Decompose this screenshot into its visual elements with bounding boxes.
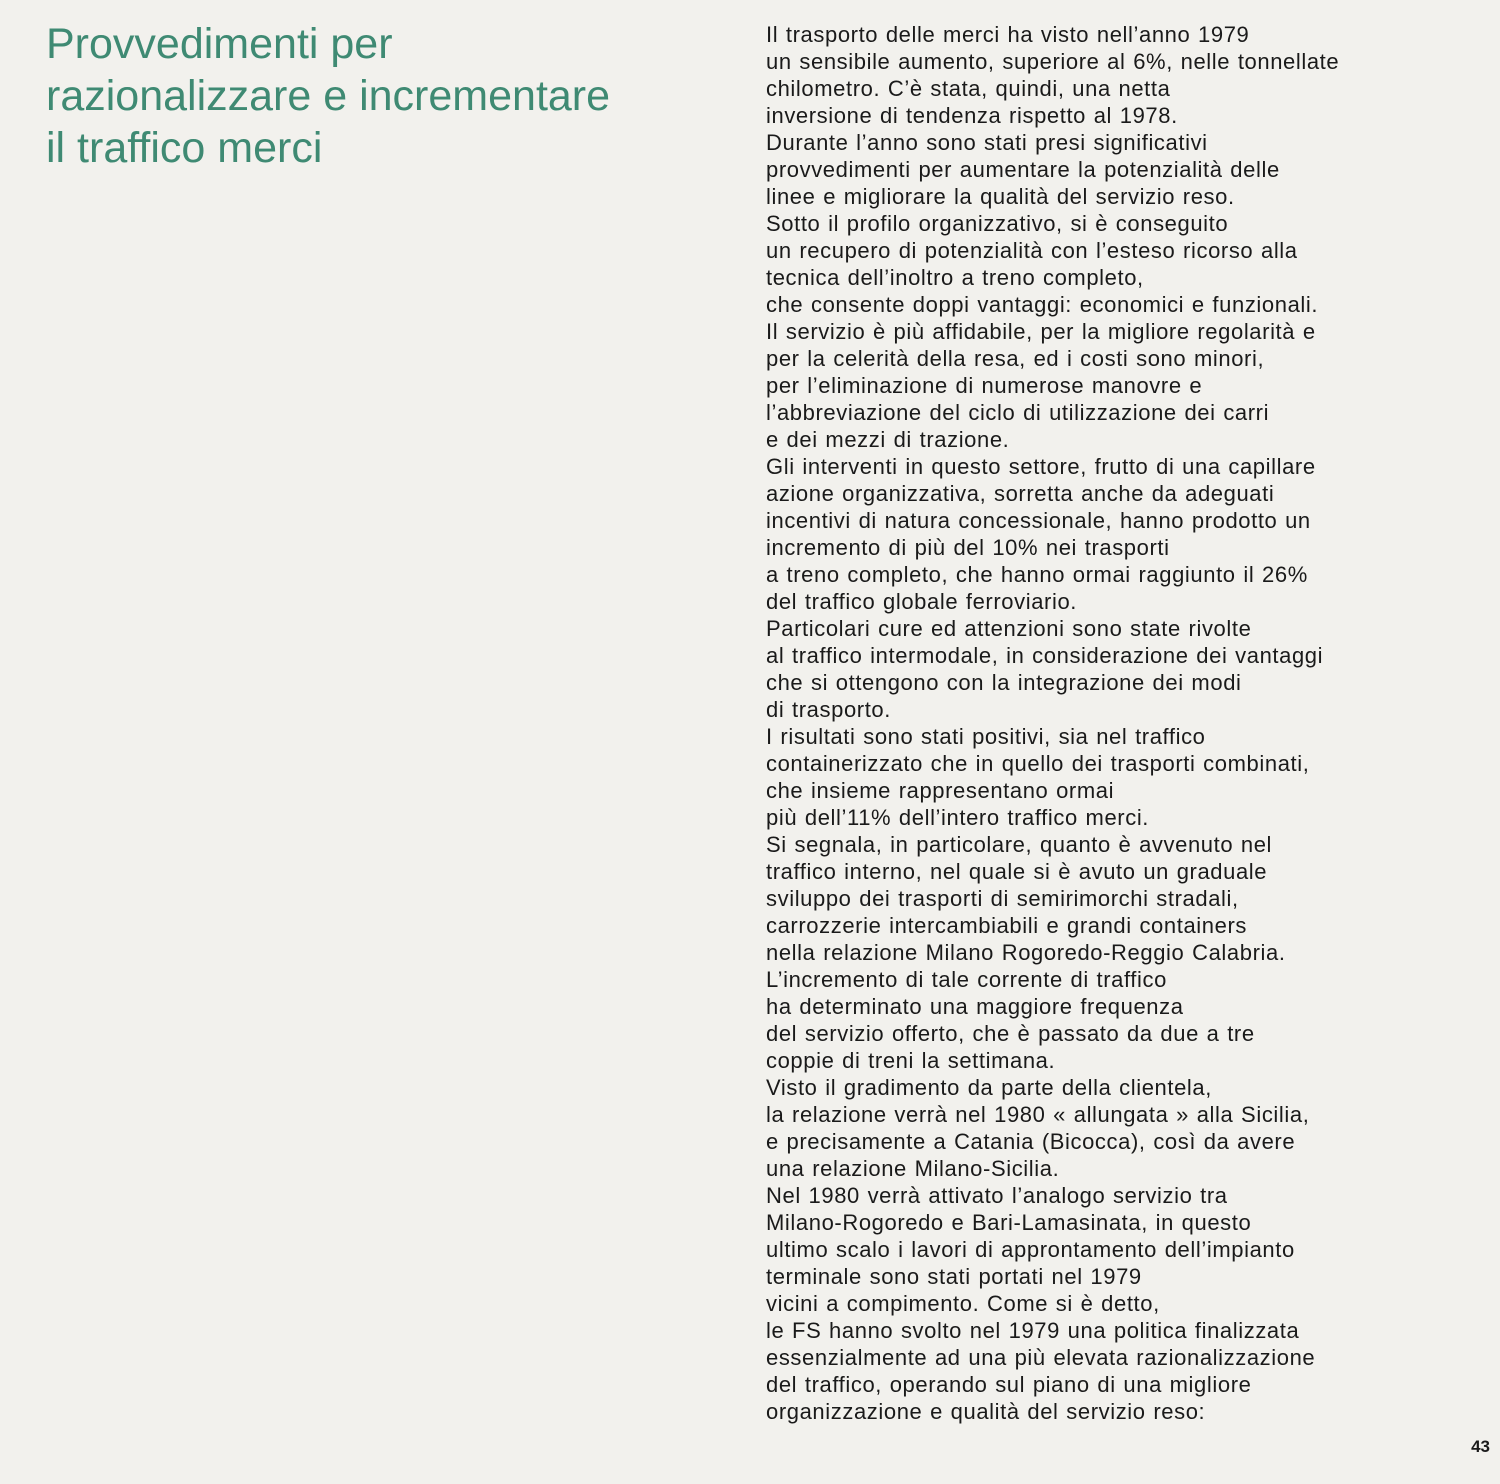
body-line: I risultati sono stati positivi, sia nel traffico (766, 724, 1206, 749)
body-line: per la celerità della resa, ed i costi sono minori, (766, 346, 1265, 371)
body-line: Sotto il profilo organizzativo, si è conseguito (766, 211, 1229, 236)
body-line: del traffico, operando sul piano di una migliore (766, 1372, 1252, 1397)
body-line: di trasporto. (766, 697, 891, 722)
title-line: razionalizzare e incrementare (46, 72, 611, 120)
body-line: ultimo scalo i lavori di approntamento dell’impianto (766, 1237, 1295, 1262)
body-line: sviluppo dei trasporti di semirimorchi stradali, (766, 886, 1239, 911)
body-line: Si segnala, in particolare, quanto è avvenuto nel (766, 832, 1273, 857)
body-line: provvedimenti per aumentare la potenzialità delle (766, 157, 1280, 182)
body-line: del servizio offerto, che è passato da due a tre (766, 1021, 1255, 1046)
body-line: e dei mezzi di trazione. (766, 427, 1010, 452)
body-line: una relazione Milano-Sicilia. (766, 1156, 1060, 1181)
body-line: ha determinato una maggiore frequenza (766, 994, 1184, 1019)
body-line: un sensibile aumento, superiore al 6%, nelle tonnellate (766, 49, 1340, 74)
body-line: Visto il gradimento da parte della clientela, (766, 1075, 1212, 1100)
page-title (46, 18, 726, 174)
body-line: a treno completo, che hanno ormai raggiunto il 26% (766, 562, 1308, 587)
body-line: nella relazione Milano Rogoredo-Reggio Calabria. (766, 940, 1286, 965)
body-line: Durante l’anno sono stati presi significativi (766, 130, 1208, 155)
body-text-column (766, 21, 1466, 1425)
body-line: le FS hanno svolto nel 1979 una politica finalizzata (766, 1318, 1300, 1343)
body-line: coppie di treni la settimana. (766, 1048, 1056, 1073)
body-line: terminale sono stati portati nel 1979 (766, 1264, 1142, 1289)
body-line: linee e migliorare la qualità del servizio reso. (766, 184, 1235, 209)
body-line: Particolari cure ed attenzioni sono state rivolte (766, 616, 1252, 641)
body-line: al traffico intermodale, in considerazione dei vantaggi (766, 643, 1324, 668)
body-line: la relazione verrà nel 1980 « allungata » alla Sicilia, (766, 1102, 1310, 1127)
body-line: Il servizio è più affidabile, per la migliore regolarità e (766, 319, 1316, 344)
body-line: che consente doppi vantaggi: economici e funzionali. (766, 292, 1319, 317)
body-line: traffico interno, nel quale si è avuto un graduale (766, 859, 1268, 884)
body-line: inversione di tendenza rispetto al 1978. (766, 103, 1178, 128)
body-line: carrozzerie intercambiabili e grandi containers (766, 913, 1247, 938)
body-line: containerizzato che in quello dei trasporti combinati, (766, 751, 1310, 776)
body-line: Nel 1980 verrà attivato l’analogo servizio tra (766, 1183, 1228, 1208)
title-line: Provvedimenti per (46, 20, 393, 68)
title-line: il traffico merci (46, 124, 323, 172)
body-line: più dell’11% dell’intero traffico merci. (766, 805, 1150, 830)
body-line: chilometro. C’è stata, quindi, una netta (766, 76, 1171, 101)
body-line: essenzialmente ad una più elevata razionalizzazione (766, 1345, 1316, 1370)
body-line: del traffico globale ferroviario. (766, 589, 1077, 614)
body-line: un recupero di potenzialità con l’esteso ricorso alla (766, 238, 1298, 263)
body-line: che si ottengono con la integrazione dei modi (766, 670, 1242, 695)
body-line: tecnica dell’inoltro a treno completo, (766, 265, 1144, 290)
body-line: che insieme rappresentano ormai (766, 778, 1115, 803)
body-line: Il trasporto delle merci ha visto nell’anno 1979 (766, 22, 1250, 47)
body-line: azione organizzativa, sorretta anche da adeguati (766, 481, 1275, 506)
body-line: incremento di più del 10% nei trasporti (766, 535, 1170, 560)
page-number: 43 (1471, 1437, 1490, 1456)
body-line: Milano-Rogoredo e Bari-Lamasinata, in questo (766, 1210, 1252, 1235)
body-line: vicini a compimento. Come si è detto, (766, 1291, 1160, 1316)
body-line: organizzazione e qualità del servizio reso: (766, 1399, 1206, 1424)
body-line: L’incremento di tale corrente di traffico (766, 967, 1167, 992)
body-line: Gli interventi in questo settore, frutto di una capillare (766, 454, 1316, 479)
body-line: e precisamente a Catania (Bicocca), così da avere (766, 1129, 1296, 1154)
body-line: incentivi di natura concessionale, hanno prodotto un (766, 508, 1311, 533)
body-line: l’abbreviazione del ciclo di utilizzazione dei carri (766, 400, 1270, 425)
body-line: per l’eliminazione di numerose manovre e (766, 373, 1203, 398)
